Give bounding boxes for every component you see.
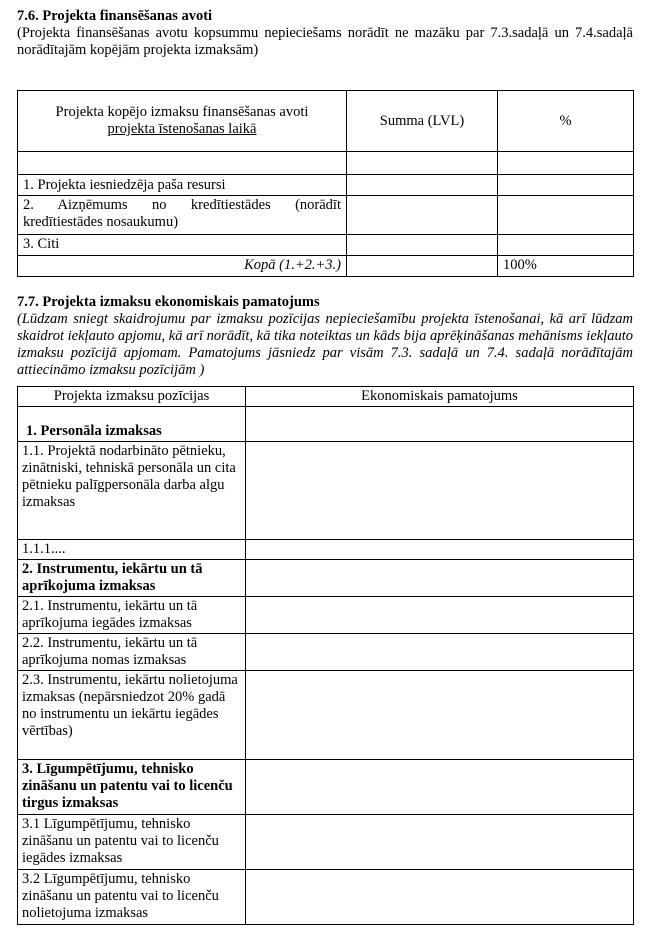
table-row-total [18,256,634,277]
header-financing-sources-line2: projekta īstenošanas laikā [107,121,257,137]
section-7-6-header [17,8,633,59]
total-sum-cell[interactable] [347,256,498,277]
percent-cell[interactable] [498,235,634,256]
justification-cell[interactable] [246,760,634,815]
row-label-licence-purchase: 3.1 Līgumpētījumu, tehnisko zināšanu un patentu vai to licenču iegādes izmaksas [18,815,246,870]
justification-cell[interactable] [246,815,634,870]
total-label: Kopā (1.+2.+3.) [18,256,347,277]
table-row [18,870,634,925]
empty-cell[interactable] [347,152,498,175]
table-row [18,196,634,235]
justification-cell[interactable] [246,870,634,925]
header-financing-sources [18,91,347,152]
table-row [18,442,634,540]
table-row [18,407,634,442]
justification-cell[interactable] [246,560,634,597]
table-row [18,540,634,560]
empty-cell[interactable] [498,152,634,175]
justification-cell[interactable] [246,540,634,560]
table-row [18,634,634,671]
section-7-6-note: (Projekta finansēšanas avotu kopsummu nepieciešams norādīt ne mazāku par 7.3.sadaļā un 7.4.sadaļā norādītajām kopējām projekta izmaksām) [17,25,633,58]
header-financing-sources-line1: Projekta kopējo izmaksu finansēšanas avoti [55,104,309,120]
row-label-personnel: 1. Personāla izmaksas [18,407,246,442]
percent-cell[interactable] [498,175,634,196]
table-header-row [18,91,634,152]
cost-justification-table [17,386,634,925]
sum-cell[interactable] [347,235,498,256]
justification-cell[interactable] [246,634,634,671]
row-label-salaries: 1.1. Projektā nodarbināto pētnieku, zinātniski, tehniskā personāla un cita pētnieku palīgpersonāla darba algu izmaksas [18,442,246,540]
table-row [18,597,634,634]
sum-cell[interactable] [347,196,498,235]
row-label-own-resources: 1. Projekta iesniedzēja paša resursi [18,175,347,196]
row-label-licence-depreciation: 3.2 Līgumpētījumu, tehnisko zināšanu un patentu vai to licenču nolietojuma izmaksas [18,870,246,925]
table-row [18,671,634,760]
header-justification: Ekonomiskais pamatojums [246,387,634,407]
section-7-7-title: 7.7. Projekta izmaksu ekonomiskais pamatojums [17,294,320,310]
header-sum: Summa (LVL) [347,91,498,152]
empty-cell[interactable] [18,152,347,175]
header-percent: % [498,91,634,152]
section-7-7-note: (Lūdzam sniegt skaidrojumu par izmaksu pozīcijas nepieciešamību projekta īstenošanai, kā arī lūdzam skaidrot iekļauto apjomu, kā arī norādīt, kā tika noteiktas un kāds bija aprēķināšanas mehānisms iekļauto izmaksu pozīcijā apjomam. Pamatojums jāsniedz par visām 7.3. sadaļā un 7.4. sadaļā norādītajām attiecināmo izmaksu pozīcijām ) [17,311,633,378]
total-percent: 100% [498,256,634,277]
row-label-other: 3. Citi [18,235,347,256]
justification-cell[interactable] [246,407,634,442]
percent-cell[interactable] [498,196,634,235]
justification-cell[interactable] [246,597,634,634]
justification-cell[interactable] [246,671,634,760]
row-label-depreciation: 2.3. Instrumentu, iekārtu nolietojuma izmaksas (nepārsniedzot 20% gadā no instrumentu un iekārtu iegādes vērtības) [18,671,246,760]
table-row [18,235,634,256]
section-7-7-header [17,294,633,379]
table-row [18,175,634,196]
row-label-contracts: 3. Līgumpētījumu, tehnisko zināšanu un patentu vai to licenču tirgus izmaksas [18,760,246,815]
financing-sources-table [17,90,634,277]
row-label-loan: 2. Aizņēmums no kredītiestādes (norādīt kredītiestādes nosaukumu) [18,196,347,235]
table-row [18,815,634,870]
row-label-rent: 2.2. Instrumentu, iekārtu un tā aprīkojuma nomas izmaksas [18,634,246,671]
row-label-instruments: 2. Instrumentu, iekārtu un tā aprīkojuma izmaksas [18,560,246,597]
table-row [18,560,634,597]
table-row-empty [18,152,634,175]
justification-cell[interactable] [246,442,634,540]
section-7-6-title: 7.6. Projekta finansēšanas avoti [17,8,213,24]
table-header-row [18,387,634,407]
table-row [18,760,634,815]
row-label-sub: 1.1.1.... [18,540,246,560]
row-label-purchase: 2.1. Instrumentu, iekārtu un tā aprīkojuma iegādes izmaksas [18,597,246,634]
header-cost-positions: Projekta izmaksu pozīcijas [18,387,246,407]
sum-cell[interactable] [347,175,498,196]
